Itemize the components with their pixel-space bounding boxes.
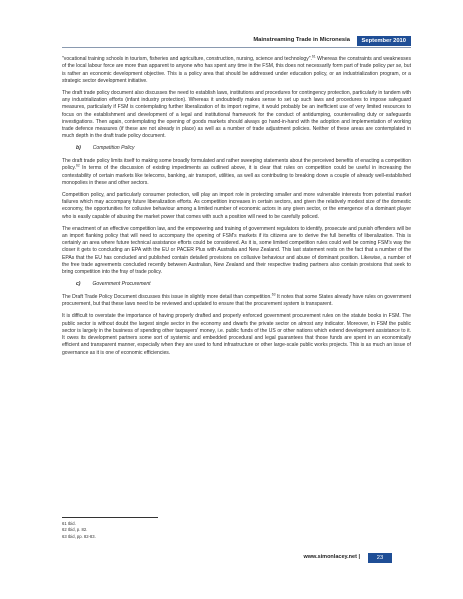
paragraph: The enactment of an effective competition law, and the empowering and training of government regulators to identify, prosecute and punish offenders will be an import flanking policy that will need to accompany the opening of FSM's markets if its citizens are to derive the full benefits of liberalization. This is certainly an area where future technical assistance efforts could be considered. As it is, some limited competition rules could well be coming FSM's way the closer it gets to concluding an EPA with the EU or PACER Plus with Australia and New Zealand. This last statement rests on the fact that a number of the EPAs that the EU has concluded and published contain detailed provisions on collusive behaviour and abuse of dominant position. Likewise, a number of the free trade agreements concluded recently between Australian, New Zealand and their respective trading partners also contain provisions that seek to bring competition into the fray of trade policy. [62,225,411,276]
footnote: 62 Ibid, p. 82. [62,527,88,533]
page-number: 23 [368,553,392,563]
paragraph: "vocational training schools in tourism, fisheries and agriculture, construction, nursing, science and technology".$^{61}$ Whereas the constraints and weaknesses of the local labour force are more than apparent to anyone who has spent any time in the FSM, this does not necessarily form part of trade policy per se, but is rather an economic development objective. This is a policy area that should be addressed under education policy, or an industrialization program, or a strategic sector development initiative. [62,54,411,84]
paragraph: The draft trade policy limits itself to making some broadly formulated and rather sweeping statements about the perceived benefits of enacting a competition policy.$^{62}$ In terms of the discussion of existing impediments as outlined above, it is clear that rules on competition could be useful in increasing the contestability of certain markets like telecoms, banking, air transport, utilities, as well as contributing to breaking down a couple of already well-established monopolies in these and other sectors. [62,158,411,186]
footnote-ref[interactable]: 61 [311,54,316,59]
subheading-procurement: c) Government Procurement [76,281,151,288]
footnote-ref[interactable]: 63 [271,292,276,297]
running-header [62,36,411,48]
footnote-divider [62,517,158,518]
paragraph: It is difficult to overstate the importance of having properly drafted and properly enforced government procurement rules on the statute books in FSM. The public sector is without doubt the largest single sector in the economy and dwarfs the private sector on almost any indicator. Moreover, in FSM the public sector is largely in the business of spending other taxpayers' money, i.e. public funds of the US or other nations which extend development assistance to it. It owes its development partners some sort of systemic and embedded procedural and legal guarantees that those funds are spent in an economically efficient and transparent manner, especially when they are used to fund infrastructure or other large-scale public works projects. This is as much an issue of governance as it is one of economic efficiencies. [62,313,411,356]
footnote-ref[interactable]: 62 [75,163,80,168]
paragraph: The Draft Trade Policy Document discusses this issue in slightly more detail than competition.$^{63}$ It notes that some States already have rules on government procurement, but that these laws need to be reviewed and updated to ensure that the procurement system is transparent. [62,292,411,308]
header-date-badge: September 2010 [357,36,411,46]
footer-url-link[interactable]: www.simonlacey.net | [303,554,360,560]
footnote: 63 Ibid, pp. 82-83. [62,533,96,539]
subheading-competition: b) Competition Policy [76,145,135,152]
footnote: 61 Ibid. [62,521,76,526]
paragraph: The draft trade policy document also discusses the need to establish laws, institutions and procedures for contingency protection, particularly in tandem with any industrialization efforts (infant industry protection). Whereas it undoubtedly makes sense to set up such laws and procedures to impose safeguard measures, particularly if FSM is contemplating further liberalization of its import regime, it would probably be an inefficient use of very limited resources to focus on the establishment and development of a legal and institutional framework for the conduct of antidumping, countervailing duty or safeguards investigations. Then again, contemplating the opening of goods markets should always go hand-in-hand with the adoption and implementation of working trade defence measures (if these are not already in place) as well as a number of trade adjustment policies. Neither of these areas are contemplated in much depth in the draft trade policy document. [62,89,411,140]
header-title: Mainstreaming Trade in Micronesia [253,37,350,43]
page-footer [62,553,411,563]
paragraph: Competition policy, and particularly consumer protection, will play an import role in protecting smaller and more vulnerable interests from potential market failures which may accompany future liberalization efforts. As competition increases in certain sectors, and given the relatively modest size of the domestic economy, the opportunities for collusive behaviour among a limited number of economic actors in any given sector, or the emergence of a dominant player who is easily capable of abusing the market power that comes with such a position will need to be carefully policed. [62,191,411,220]
footnotes [62,521,96,540]
page-body [62,56,411,362]
